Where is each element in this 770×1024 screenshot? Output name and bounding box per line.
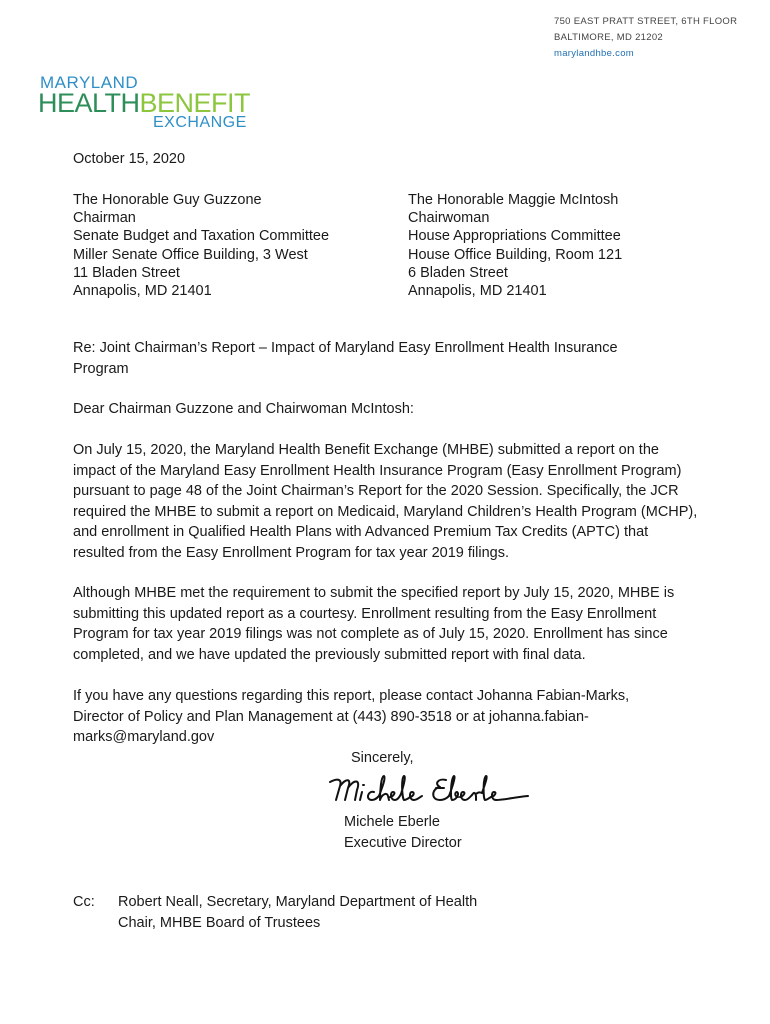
closing: Sincerely, (351, 750, 414, 766)
cc-list (118, 892, 477, 933)
cc-entry: Robert Neall, Secretary, Maryland Department of Health (118, 894, 478, 910)
salutation: Dear Chairman Guzzone and Chairwoman McIntosh: (73, 401, 414, 417)
address-line: The Honorable Maggie McIntosh (408, 192, 619, 208)
logo-line-health-benefit: HEALTHBENEFIT (38, 88, 251, 118)
recipient-address-1 (73, 191, 329, 300)
signatory-title: Executive Director (344, 834, 462, 851)
address-line: The Honorable Guy Guzzone (73, 192, 262, 208)
signatory-block (344, 812, 462, 853)
logo-line-exchange: EXCHANGE (153, 114, 247, 131)
body-paragraph-1: On July 15, 2020, the Maryland Health Benefit Exchange (MHBE) submitted a report on the impact of the Maryland Easy Enrollment Health Insurance Program (Easy Enrollment Program) pursuant to page 48 of the Joint Chairman’s Report for the 2020 Session. Specifically, the JCR required the MHBE to submit a report on Medicaid, Maryland Children’s Health Program (MCHP), and enrollment in Qualified Health Plans with Advanced Premium Tax Credits (APTC) that resulted from the Easy Enrollment Program for tax year 2019 filings. (73, 442, 698, 561)
address-line: Chairwoman (408, 210, 490, 227)
cc-entry: Chair, MHBE Board of Trustees (118, 914, 321, 931)
address-line: Chairman (73, 210, 136, 227)
address-line: House Appropriations Committee (408, 228, 621, 245)
signatory-name: Michele Eberle (344, 814, 440, 830)
recipient-address-2 (408, 191, 622, 300)
return-address-city: BALTIMORE, MD 21202 (554, 32, 664, 43)
address-line: Miller Senate Office Building, 3 West (73, 246, 308, 263)
subject-line: Re: Joint Chairman’s Report – Impact of Maryland Easy Enrollment Health Insurance Program (73, 340, 618, 377)
return-address (554, 14, 737, 62)
cc-label: Cc: (73, 894, 95, 910)
logo-line-maryland: MARYLAND (40, 73, 139, 92)
address-line: House Office Building, Room 121 (408, 246, 623, 263)
return-address-street: 750 EAST PRATT STREET, 6TH FLOOR (554, 16, 738, 27)
letter-date: October 15, 2020 (73, 151, 186, 167)
website-link[interactable]: marylandhbe.com (554, 48, 635, 59)
body-paragraph-3: If you have any questions regarding this report, please contact Johanna Fabian-Marks, Director of Policy and Plan Management at (443) 890-3518 or at johanna.fabian-marks@maryland.gov (73, 688, 630, 746)
address-line: Senate Budget and Taxation Committee (73, 228, 330, 245)
mhbe-logo (38, 74, 278, 132)
address-line: 6 Bladen Street (408, 264, 508, 281)
address-line: 11 Bladen Street (73, 264, 180, 281)
address-line: Annapolis, MD 21401 (73, 283, 212, 300)
handwritten-signature (324, 770, 534, 810)
address-line: Annapolis, MD 21401 (408, 283, 547, 300)
body-paragraph-2: Although MHBE met the requirement to submit the specified report by July 15, 2020, MHBE is submitting this updated report as a courtesy. Enrollment resulting from the Easy Enrollment Program for tax year 2019 filings was not complete as of July 15, 2020. Enrollment has since completed, and we have updated the previously submitted report with final data. (73, 585, 675, 663)
